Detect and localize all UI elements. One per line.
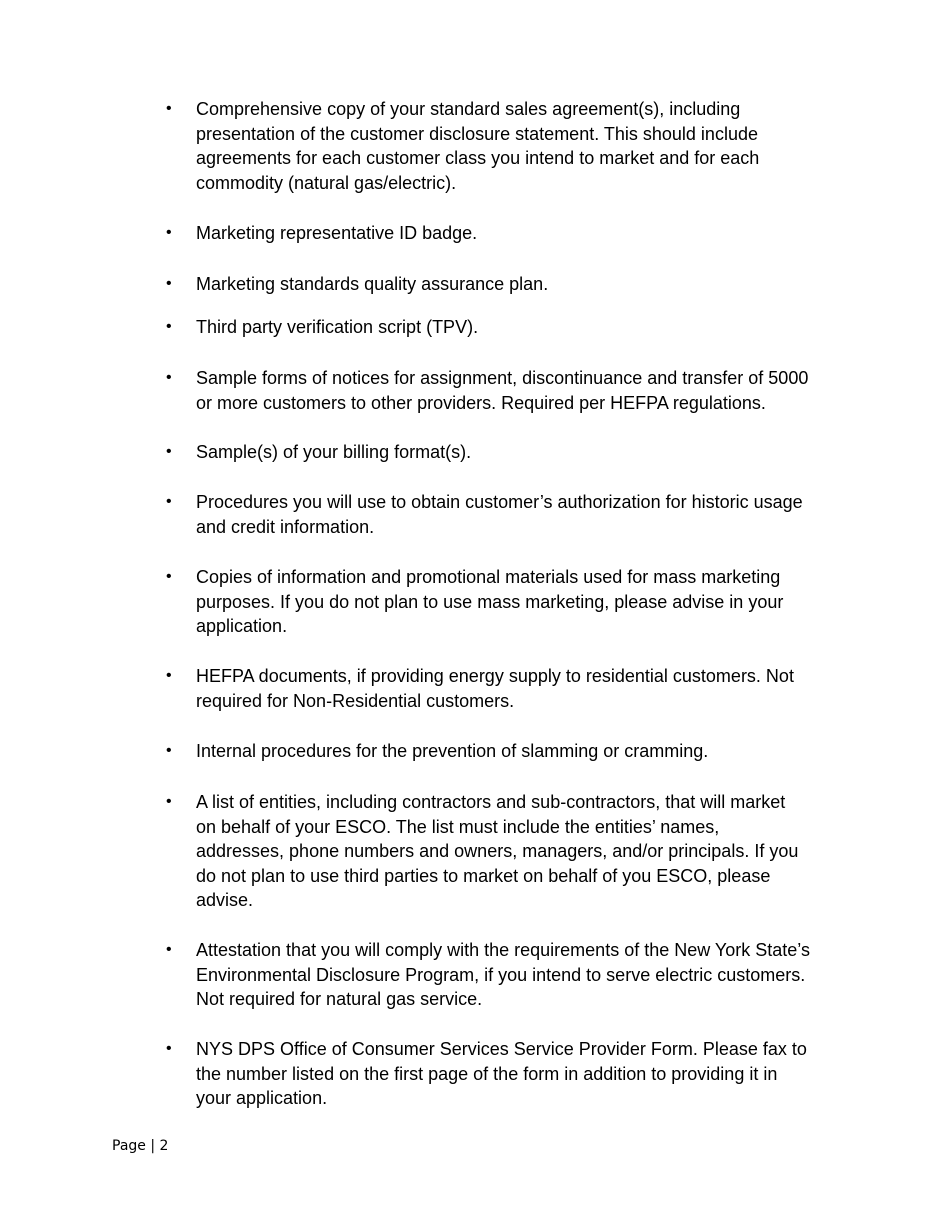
list-item-text: Attestation that you will comply with the requirements of the New York State’s Environmental Disclosure Program, if you intend to serve electric customers. Not required for natural gas service. bbox=[196, 940, 810, 1009]
list-item-text: Internal procedures for the prevention of slamming or cramming. bbox=[196, 741, 709, 761]
bullet-icon: • bbox=[166, 318, 172, 335]
list-item-text: HEFPA documents, if providing energy supply to residential customers. Not required for Non-Residential customers. bbox=[196, 666, 794, 711]
page-number-footer: Page | 2 bbox=[112, 1138, 169, 1154]
bullet-icon: • bbox=[166, 224, 172, 241]
list-item-text: Sample forms of notices for assignment, discontinuance and transfer of 5000 or more customers to other providers. Required per HEFPA regulations. bbox=[196, 368, 809, 413]
list-item-text: NYS DPS Office of Consumer Services Service Provider Form. Please fax to the number listed on the first page of the form in addition to providing it in your application. bbox=[196, 1039, 807, 1108]
bullet-icon: • bbox=[166, 1040, 172, 1057]
bullet-icon: • bbox=[166, 742, 172, 759]
list-item-text: Third party verification script (TPV). bbox=[196, 317, 479, 337]
bullet-icon: • bbox=[166, 100, 172, 117]
bullet-icon: • bbox=[166, 793, 172, 810]
list-item-text: Comprehensive copy of your standard sales agreement(s), including presentation of the customer disclosure statement. This should include agreements for each customer class you intend to market and for each commodity (natural gas/electric). bbox=[196, 99, 760, 193]
list-item-text: Copies of information and promotional materials used for mass marketing purposes. If you do not plan to use mass marketing, please advise in your application. bbox=[196, 567, 784, 636]
bullet-icon: • bbox=[166, 493, 172, 510]
list-item-text: Marketing representative ID badge. bbox=[196, 223, 478, 243]
bullet-icon: • bbox=[166, 275, 172, 292]
list-item-text: Procedures you will use to obtain customer’s authorization for historic usage and credit information. bbox=[196, 492, 803, 537]
bullet-icon: • bbox=[166, 443, 172, 460]
bullet-icon: • bbox=[166, 568, 172, 585]
bullet-icon: • bbox=[166, 369, 172, 386]
list-item-text: Marketing standards quality assurance plan. bbox=[196, 274, 549, 294]
bullet-icon: • bbox=[166, 941, 172, 958]
bullet-icon: • bbox=[166, 667, 172, 684]
list-item-text: Sample(s) of your billing format(s). bbox=[196, 442, 472, 462]
list-item-text: A list of entities, including contractors and sub-contractors, that will market on behalf of your ESCO. The list must include the entities’ names, addresses, phone numbers and owners, managers, and/or principals. If you do not plan to use third parties to market on behalf of you ESCO, please advise. bbox=[196, 792, 799, 910]
